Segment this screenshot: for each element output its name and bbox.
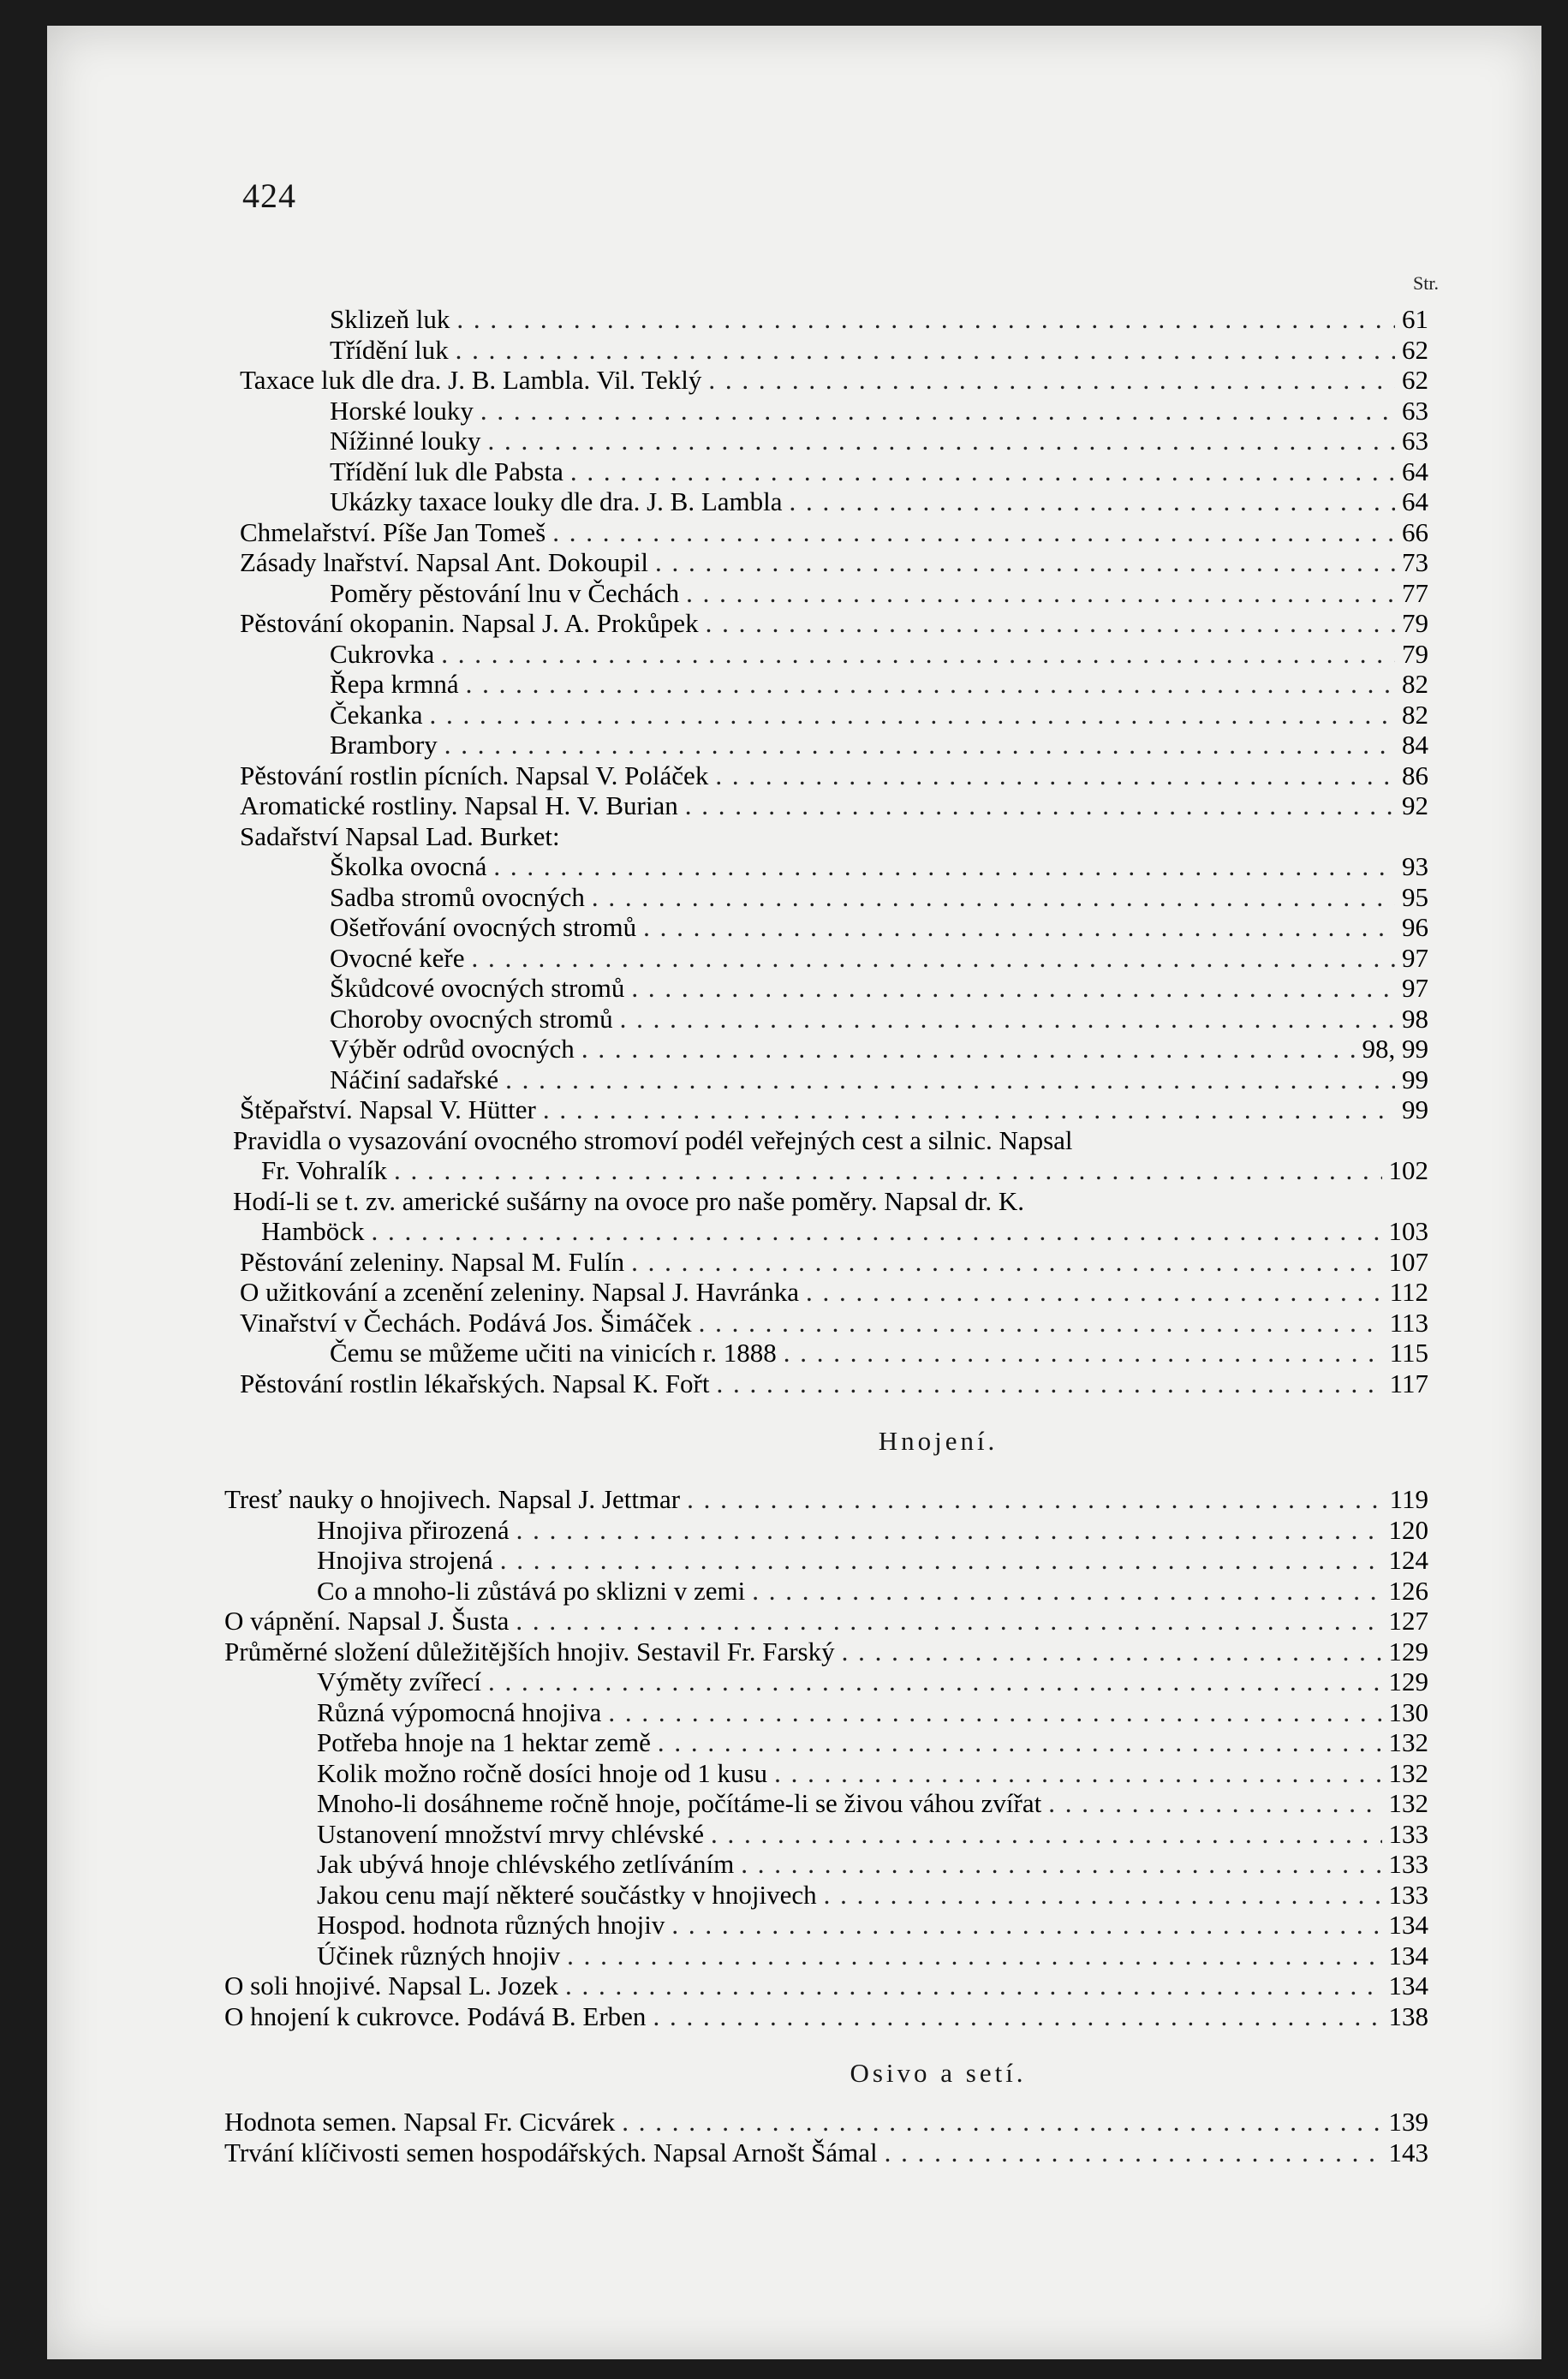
toc-entry-page: 102 (1388, 1155, 1428, 1185)
toc-entry-page: 134 (1388, 1910, 1428, 1940)
toc-entry-page: 124 (1388, 1545, 1428, 1575)
toc-entry (330, 1064, 1428, 1095)
toc-entry-title: Pěstování okopanin. Napsal J. A. Prokůpek (240, 608, 699, 638)
toc-entry-page: 120 (1388, 1514, 1428, 1545)
toc-entry-page: 96 (1402, 912, 1428, 942)
toc-entry-page: 115 (1389, 1338, 1428, 1368)
toc-entry-title: Potřeba hnoje na 1 hektar země (317, 1727, 651, 1757)
toc-leader-dots (500, 1545, 1382, 1576)
toc-entry-title: Brambory (330, 730, 438, 760)
toc-leader-dots (774, 1758, 1381, 1789)
toc-entry (330, 912, 1428, 943)
toc-leader-dots (711, 1819, 1382, 1850)
toc-leader-dots (752, 1576, 1381, 1607)
toc-entry (224, 1606, 1428, 1637)
toc-entry (240, 821, 1428, 852)
toc-entry-page: 139 (1388, 2107, 1428, 2137)
toc-leader-dots (631, 1247, 1381, 1278)
toc-entry-title: Škůdcové ovocných stromů (330, 973, 625, 1003)
toc-entry-title: Náčiní sadařské (330, 1064, 499, 1094)
toc-entry-page: 86 (1402, 760, 1428, 790)
toc-entry-title: Jak ubývá hnoje chlévského zetlíváním (317, 1849, 735, 1879)
toc-leader-dots (671, 1910, 1381, 1941)
toc-entry-title: Jakou cenu mají některé součástky v hnojivech (317, 1879, 817, 1910)
toc-entry-title: Ovocné keře (330, 942, 465, 973)
toc-entry (224, 2001, 1428, 2032)
toc-entry-page: 98 (1402, 1003, 1428, 1034)
toc-entry-title: Pěstování rostlin pícních. Napsal V. Poláček (240, 760, 709, 790)
toc-entry (330, 669, 1428, 700)
toc-entry (240, 1277, 1428, 1308)
toc-entry-page: 99 (1402, 1094, 1428, 1124)
toc-entry-page: 97 (1402, 942, 1428, 973)
toc-entry-page: 129 (1388, 1666, 1428, 1696)
toc-leader-dots (394, 1155, 1382, 1186)
toc-entry (317, 1576, 1428, 1607)
toc-entry (240, 760, 1428, 791)
toc-leader-dots (653, 2001, 1381, 2032)
toc-leader-dots (842, 1637, 1382, 1667)
toc-entry (330, 426, 1428, 456)
toc-leader-dots (456, 304, 1395, 335)
toc-entry (330, 304, 1428, 335)
toc-entry-title: Sklizeň luk (330, 304, 450, 334)
toc-entry (224, 2107, 1428, 2138)
toc-leader-dots (552, 517, 1395, 548)
toc-entry (261, 1216, 1428, 1247)
toc-entry-title: Řepa krmná (330, 669, 459, 699)
section-title-hnojeni: Hnojení. (878, 1426, 999, 1456)
toc-leader-dots (565, 1971, 1381, 2001)
toc-entry-title: O užitkování a zcenění zeleniny. Napsal J. Havránka (240, 1277, 800, 1307)
toc-entry (330, 639, 1428, 670)
toc-entry (240, 790, 1428, 821)
toc-entry-page: 84 (1402, 730, 1428, 760)
toc-entry-title: Fr. Vohralík (261, 1155, 387, 1185)
toc-entry-page: 132 (1388, 1727, 1428, 1757)
toc-entry-title: Taxace luk dle dra. J. B. Lambla. Vil. Teklý (240, 365, 702, 395)
toc-entry (240, 1247, 1428, 1278)
toc-entry (224, 1637, 1428, 1667)
toc-entry (317, 1941, 1428, 1971)
toc-entry (330, 486, 1428, 517)
toc-entry (317, 1666, 1428, 1697)
toc-entry-title: Čemu se můžeme učiti na vinicích r. 1888 (330, 1338, 777, 1368)
toc-entry-page: 132 (1388, 1788, 1428, 1818)
toc-leader-dots (429, 700, 1395, 730)
toc-entry (317, 1515, 1428, 1546)
toc-entry-page: 79 (1402, 608, 1428, 638)
toc-entry (240, 517, 1428, 548)
page-number: 424 (242, 176, 296, 215)
toc-leader-dots (631, 973, 1395, 1004)
toc-leader-dots (543, 1094, 1395, 1125)
toc-entry-title: Trvání klíčivosti semen hospodářských. Napsal Arnošt Šámal (224, 2137, 878, 2167)
toc-entry (317, 1788, 1428, 1819)
toc-leader-dots (784, 1338, 1383, 1368)
toc-leader-dots (372, 1216, 1382, 1247)
toc-entry-title: Zásady lnařství. Napsal Ant. Dokoupil (240, 547, 648, 577)
toc-entry-page: 130 (1388, 1696, 1428, 1727)
toc-entry (317, 1910, 1428, 1941)
toc-entry-page: 93 (1402, 851, 1428, 881)
toc-entry (330, 396, 1428, 426)
toc-entry-title: Hamböck (261, 1216, 365, 1246)
toc-entry-title: Co a mnoho-li zůstává po sklizni v zemi (317, 1575, 746, 1606)
toc-leader-dots (493, 851, 1395, 882)
toc-entry-page: 64 (1402, 456, 1428, 486)
toc-entry (240, 1308, 1428, 1339)
toc-entry-page: 117 (1389, 1368, 1428, 1398)
toc-entry-title: Ošetřování ovocných stromů (330, 912, 637, 942)
toc-entry-title: Výměty zvířecí (317, 1666, 481, 1696)
toc-entry-page: 113 (1389, 1307, 1428, 1338)
toc-leader-dots (567, 1941, 1381, 1971)
toc-entry (240, 365, 1428, 396)
toc-entry-title: Vinařství v Čechách. Podává Jos. Šimáček (240, 1307, 692, 1338)
toc-entry (330, 943, 1428, 974)
toc-entry (224, 1484, 1428, 1515)
toc-entry-title: Třídění luk (330, 334, 449, 365)
toc-entry (330, 456, 1428, 487)
toc-leader-dots (441, 639, 1395, 670)
toc-entry-page: 134 (1388, 1971, 1428, 2000)
toc-entry (330, 1338, 1428, 1368)
toc-leader-dots (685, 790, 1395, 821)
toc-leader-dots (480, 396, 1395, 426)
toc-entry-page: 95 (1402, 881, 1428, 912)
toc-entry-title: O hnojení k cukrovce. Podává B. Erben (224, 2000, 647, 2031)
toc-entry-title: Chmelařství. Píše Jan Tomeš (240, 516, 546, 547)
toc-leader-dots (699, 1308, 1383, 1339)
toc-entry-title: Školka ovocná (330, 851, 487, 881)
toc-entry (330, 335, 1428, 366)
toc-entry (330, 1034, 1428, 1064)
toc-entry-page: 63 (1402, 395, 1428, 426)
toc-leader-dots (488, 426, 1396, 456)
toc-leader-dots (570, 456, 1395, 487)
toc-entry (240, 608, 1428, 639)
toc-entry-page: 77 (1402, 577, 1428, 608)
toc-entry-title: Hodí-li se t. zv. americké sušárny na ovoce pro naše poměry. Napsal dr. K. (233, 1185, 1024, 1216)
toc-leader-dots (466, 669, 1395, 700)
toc-entry-title: Průměrné složení důležitějších hnojiv. Sestavil Fr. Farský (224, 1636, 835, 1666)
toc-entry-page: 112 (1389, 1277, 1428, 1307)
toc-leader-dots (456, 335, 1395, 366)
toc-leader-dots (581, 1034, 1356, 1064)
toc-entry-title: Hospod. hodnota různých hnojiv (317, 1910, 665, 1940)
toc-entry (317, 1697, 1428, 1728)
toc-leader-dots (806, 1277, 1383, 1308)
toc-leader-dots (885, 2138, 1382, 2168)
toc-leader-dots (444, 730, 1395, 760)
toc-entry-page: 82 (1402, 669, 1428, 699)
toc-entry-title: Pěstování rostlin lékařských. Napsal K. Fořt (240, 1368, 710, 1398)
toc-entry-page: 73 (1402, 547, 1428, 577)
page-column-header: Str. (1413, 272, 1439, 294)
toc-entry-page: 132 (1388, 1757, 1428, 1788)
toc-leader-dots (1048, 1788, 1381, 1819)
toc-entry-title: Nížinné louky (330, 426, 481, 456)
section-title-osivo: Osivo a setí. (850, 2058, 1027, 2088)
toc-entry (240, 547, 1428, 578)
toc-entry-page: 127 (1388, 1606, 1428, 1636)
toc-entry (317, 1545, 1428, 1576)
toc-leader-dots (655, 547, 1395, 578)
toc-entry-title: Hnojiva strojená (317, 1545, 493, 1575)
toc-entry-page: 79 (1402, 638, 1428, 669)
toc-entry (330, 700, 1428, 730)
toc-entry-title: Poměry pěstování lnu v Čechách (330, 577, 680, 608)
toc-entry-title: Hnojiva přirozená (317, 1514, 510, 1545)
toc-leader-dots (715, 760, 1395, 791)
toc-entry (224, 1971, 1428, 2001)
toc-entry-title: Sadba stromů ovocných (330, 881, 585, 912)
toc-entry (317, 1758, 1428, 1789)
toc-entry-page: 119 (1389, 1484, 1428, 1514)
toc-entry-page: 133 (1388, 1818, 1428, 1849)
toc-entry-page: 143 (1388, 2137, 1428, 2167)
toc-entry-title: Pravidla o vysazování ovocného stromoví podél veřejných cest a silnic. Napsal (233, 1124, 1073, 1155)
toc-leader-dots (824, 1880, 1382, 1911)
toc-leader-dots (706, 608, 1395, 639)
toc-leader-dots (741, 1849, 1381, 1880)
toc-entry-title: Účinek různých hnojiv (317, 1940, 561, 1971)
toc-entry-title: Horské louky (330, 395, 474, 426)
toc-entry (317, 1819, 1428, 1850)
toc-entry-title: Různá výpomocná hnojiva (317, 1696, 602, 1727)
toc-entry (330, 730, 1428, 760)
toc-entry-title: Ustanovení množství mrvy chlévské (317, 1818, 704, 1849)
toc-leader-dots (622, 2107, 1381, 2138)
toc-entry-page: 64 (1402, 486, 1428, 516)
toc-leader-dots (643, 912, 1395, 943)
toc-leader-dots (505, 1064, 1395, 1095)
toc-entry-title: Třídění luk dle Pabsta (330, 456, 563, 486)
toc-entry-page: 133 (1388, 1879, 1428, 1910)
toc-entry-page: 98, 99 (1362, 1034, 1428, 1064)
toc-entry (330, 578, 1428, 609)
toc-entry (330, 973, 1428, 1004)
toc-leader-dots (686, 578, 1395, 609)
toc-entry (224, 2138, 1428, 2168)
toc-leader-dots (620, 1004, 1395, 1034)
toc-entry (330, 882, 1428, 913)
toc-leader-dots (658, 1727, 1382, 1758)
toc-entry-page: 62 (1402, 334, 1428, 365)
toc-entry-title: Cukrovka (330, 638, 435, 669)
toc-leader-dots (592, 882, 1395, 913)
toc-leader-dots (790, 486, 1395, 517)
toc-entry-title: Aromatické rostliny. Napsal H. V. Burian (240, 790, 678, 820)
toc-entry (330, 851, 1428, 882)
toc-entry-page: 107 (1388, 1246, 1428, 1277)
toc-entry-page: 126 (1388, 1575, 1428, 1606)
toc-entry-page: 138 (1388, 2000, 1428, 2031)
toc-entry-title: Choroby ovocných stromů (330, 1003, 613, 1034)
toc-entry-page: 129 (1388, 1636, 1428, 1666)
toc-entry-title: Pěstování zeleniny. Napsal M. Fulín (240, 1246, 625, 1277)
toc-entry-page: 134 (1388, 1940, 1428, 1971)
toc-leader-dots (608, 1697, 1381, 1728)
toc-leader-dots (516, 1606, 1381, 1637)
toc-entry-title: Výběr odrůd ovocných (330, 1034, 575, 1064)
toc-entry-title: Čekanka (330, 699, 423, 730)
toc-entry-title: Tresť nauky o hnojivech. Napsal J. Jettmar (224, 1484, 681, 1514)
toc-entry-title: Kolik možno ročně dosíci hnoje od 1 kusu (317, 1757, 768, 1788)
toc-leader-dots (516, 1515, 1382, 1546)
toc-entry-title: O vápnění. Napsal J. Šusta (224, 1606, 510, 1636)
toc-entry-page: 92 (1402, 790, 1428, 820)
toc-leader-dots (687, 1484, 1383, 1515)
toc-entry-page: 99 (1402, 1064, 1428, 1094)
toc-entry-title: Štěpařství. Napsal V. Hütter (240, 1094, 536, 1124)
toc-entry-page: 82 (1402, 699, 1428, 730)
toc-entry-title: Mnoho-li dosáhneme ročně hnoje, počítáme-li se živou váhou zvířat (317, 1788, 1042, 1818)
toc-leader-dots (472, 943, 1396, 974)
toc-entry (240, 1368, 1428, 1399)
toc-entry-title: O soli hnojivé. Napsal L. Jozek (224, 1971, 559, 2000)
toc-entry-title: Hodnota semen. Napsal Fr. Cicvárek (224, 2107, 616, 2137)
toc-entry-title: Sadařství Napsal Lad. Burket: (240, 820, 560, 851)
toc-entry-page: 97 (1402, 973, 1428, 1003)
toc-entry (261, 1155, 1428, 1186)
toc-entry-page: 62 (1402, 365, 1428, 395)
toc-entry-page: 63 (1402, 426, 1428, 456)
toc-entry-page: 61 (1402, 304, 1428, 334)
toc-leader-dots (488, 1666, 1382, 1697)
toc-entry-page: 133 (1388, 1849, 1428, 1879)
toc-leader-dots (716, 1368, 1382, 1399)
toc-entry (317, 1727, 1428, 1758)
toc-entry (317, 1849, 1428, 1880)
toc-entry-title: Ukázky taxace louky dle dra. J. B. Lambla (330, 486, 783, 516)
toc-entry-page: 103 (1388, 1216, 1428, 1246)
toc-entry-page: 66 (1402, 516, 1428, 547)
toc-entry (240, 1094, 1428, 1125)
toc-leader-dots (708, 365, 1395, 396)
toc-entry (317, 1880, 1428, 1911)
toc-entry (330, 1004, 1428, 1034)
